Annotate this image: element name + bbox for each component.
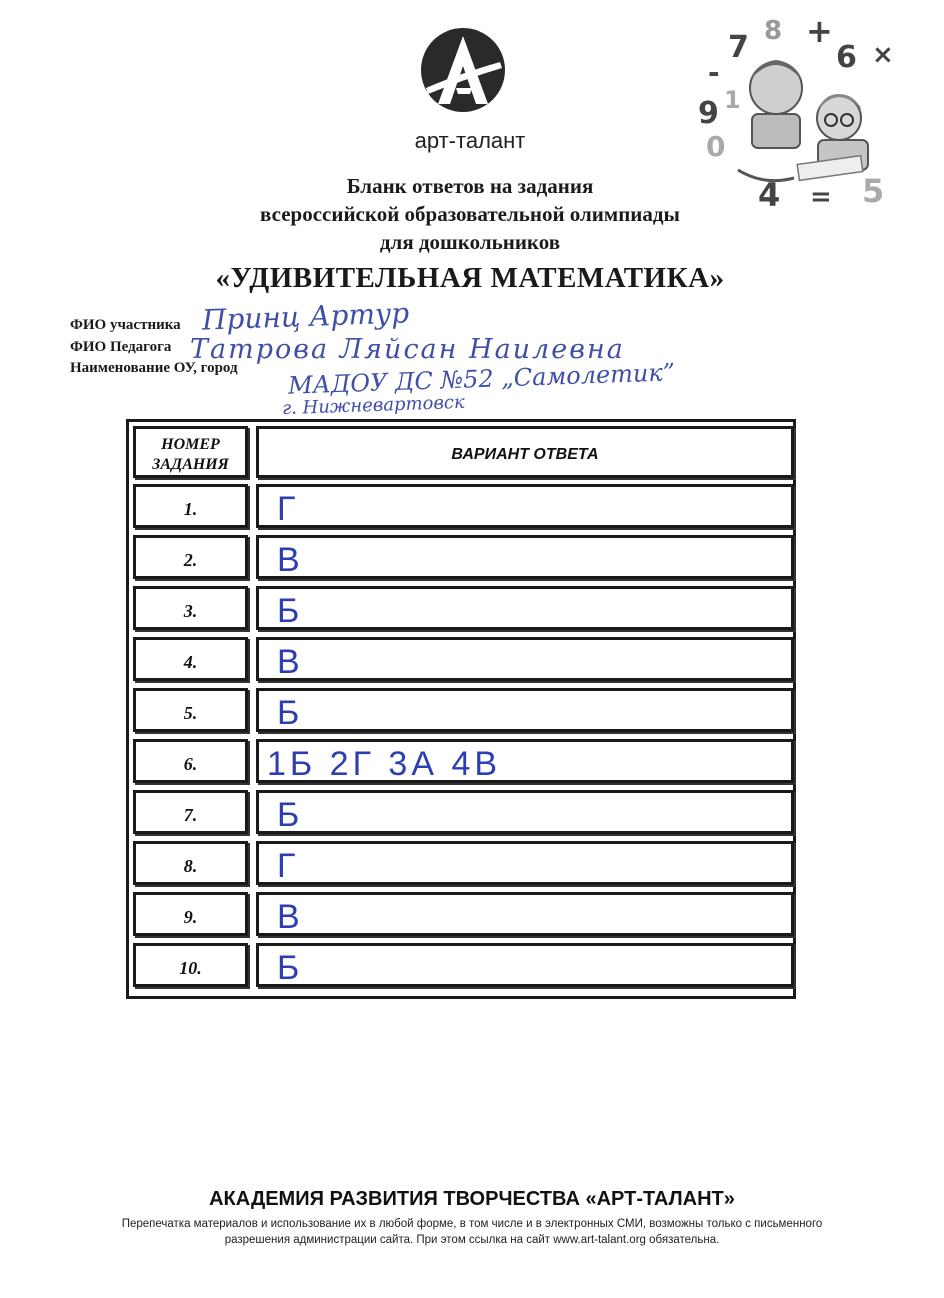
answer-text: Б — [277, 592, 300, 630]
answer-cell[interactable] — [256, 739, 794, 783]
answer-cell[interactable] — [256, 586, 794, 630]
task-number: 3. — [133, 586, 248, 630]
header-task-number: НОМЕР ЗАДАНИЯ — [133, 426, 248, 478]
answer-cell[interactable] — [256, 790, 794, 834]
teacher-label: ФИО Педагога — [70, 339, 172, 355]
task-number: 7. — [133, 790, 248, 834]
participant-label: ФИО участника — [70, 317, 181, 333]
task-number: 1. — [133, 484, 248, 528]
task-number: 8. — [133, 841, 248, 885]
answer-text: Г — [277, 847, 296, 885]
answer-text: Б — [277, 694, 300, 732]
answer-text: В — [277, 643, 300, 681]
art-talant-logo — [418, 22, 508, 122]
answer-cell[interactable] — [256, 484, 794, 528]
city-field[interactable]: г. Нижневартовск — [281, 391, 466, 420]
corner-number-4: 4 — [758, 176, 781, 214]
title-line-2: всероссийской образовательной олимпиады — [260, 202, 680, 226]
corner-number-9: 9 — [698, 96, 719, 131]
task-number: 9. — [133, 892, 248, 936]
task-number: 2. — [133, 535, 248, 579]
olympiad-title: «УДИВИТЕЛЬНАЯ МАТЕМАТИКА» — [215, 262, 725, 294]
logo-text: арт-талант — [414, 128, 526, 153]
task-number: 6. — [133, 739, 248, 783]
corner-number-0: 0 — [706, 130, 726, 163]
task-number: 4. — [133, 637, 248, 681]
answer-cell[interactable] — [256, 688, 794, 732]
teacher-name-field[interactable]: Татрова Ляйсан Наилевна — [190, 334, 625, 365]
answer-text: В — [277, 898, 300, 936]
header-answer-variant: ВАРИАНТ ОТВЕТА — [256, 426, 794, 478]
title-line-3: для дошкольников — [379, 230, 561, 254]
answer-cell[interactable] — [256, 637, 794, 681]
task-number: 10. — [133, 943, 248, 987]
participant-name-field[interactable]: Принц Артур — [201, 296, 410, 337]
corner-number-5: 5 — [862, 172, 885, 210]
title-line-1: Бланк ответов на задания — [346, 174, 594, 198]
answer-text: 1Б 2Г 3А 4В — [267, 745, 502, 783]
answer-text: Б — [277, 949, 300, 987]
answer-text: Г — [277, 490, 296, 528]
corner-number-6: 6 — [836, 40, 857, 75]
footer-academy-title: АКАДЕМИЯ РАЗВИТИЯ ТВОРЧЕСТВА «АРТ-ТАЛАНТ» — [209, 1188, 735, 1210]
corner-equals: = — [810, 182, 832, 212]
answer-cell[interactable] — [256, 892, 794, 936]
corner-number-7: 7 — [728, 30, 749, 65]
answers-table — [126, 419, 796, 999]
corner-plus: + — [806, 12, 833, 50]
corner-times: × — [872, 40, 894, 70]
answer-cell[interactable] — [256, 943, 794, 987]
answer-cell[interactable] — [256, 535, 794, 579]
answer-cell[interactable] — [256, 841, 794, 885]
school-label: Наименование ОУ, город — [70, 360, 238, 376]
corner-minus: - — [708, 56, 720, 89]
corner-number-1: 1 — [724, 86, 741, 114]
school-name-field[interactable]: МАДОУ ДС №52 „Самолетик” — [287, 358, 676, 400]
corner-number-8: 8 — [764, 16, 783, 46]
answer-text: В — [277, 541, 300, 579]
answer-text: Б — [277, 796, 300, 834]
task-number: 5. — [133, 688, 248, 732]
footer-copyright-note: Перепечатка материалов и использование их в любой форме, в том числе и в электронных СМИ, возможны только с письменного разрешения администрации сайта. При этом ссылка на сайт www.art-talant.org обязательна. — [121, 1218, 823, 1246]
